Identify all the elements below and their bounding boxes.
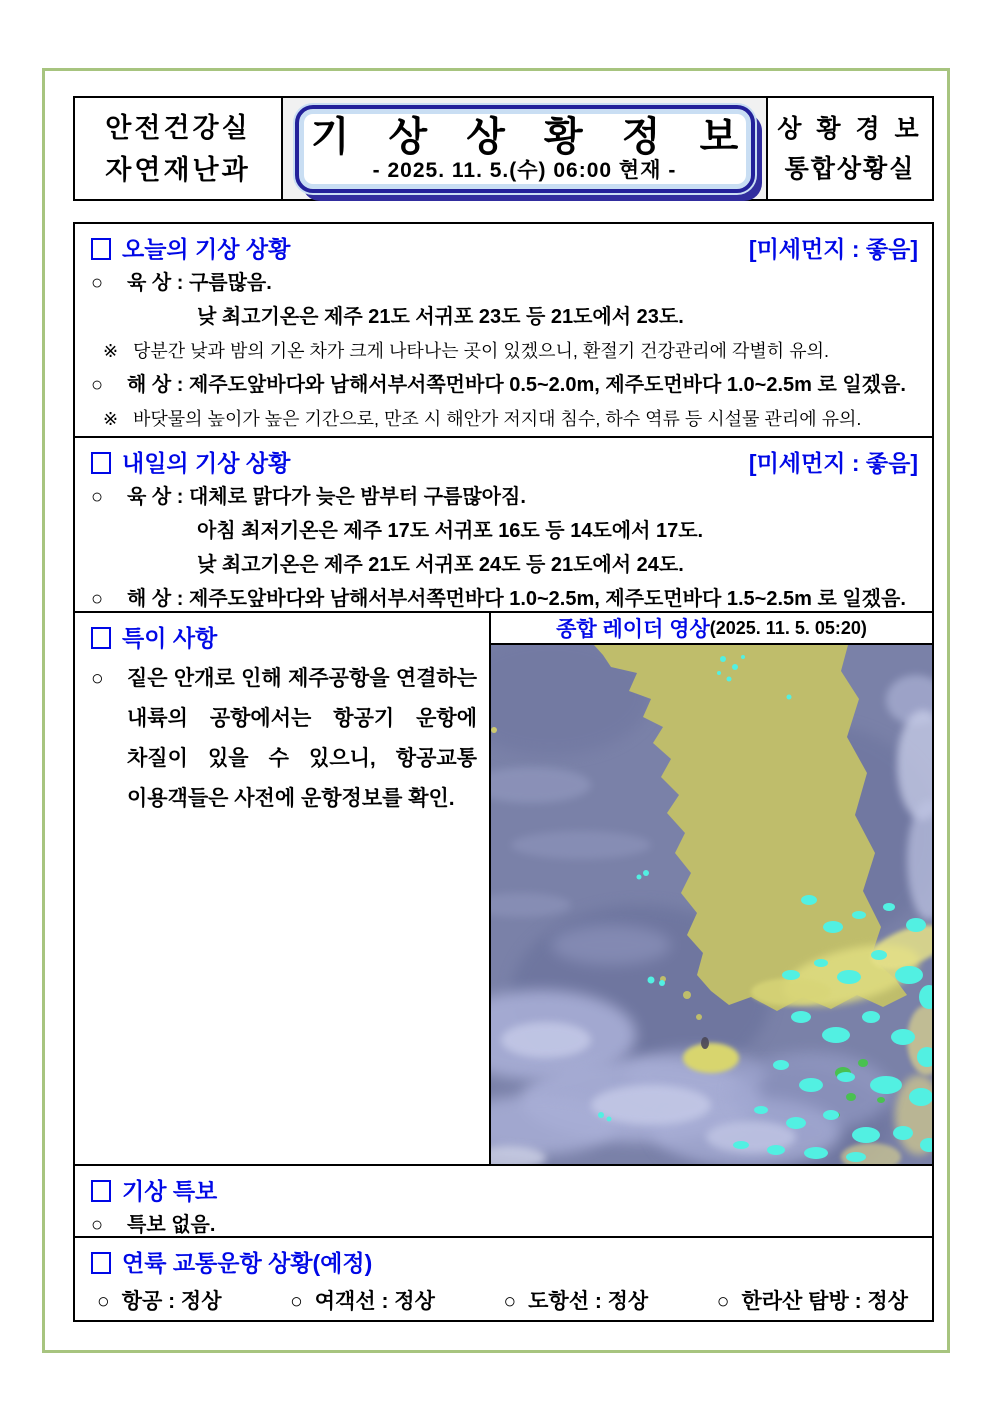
traffic-item-air [97, 1284, 222, 1320]
circle-bullet: ○ [91, 1214, 104, 1236]
forecast-line [91, 266, 922, 300]
circle-bullet: ○ [503, 1290, 517, 1313]
traffic-item-hallasan [717, 1284, 908, 1320]
forecast-line [91, 514, 922, 548]
traffic-item-text: 항공 : 정상 [121, 1290, 222, 1313]
square-bullet-icon [91, 1252, 111, 1274]
forecast-text: 육 상 : 구름많음. [127, 272, 272, 294]
title-cell [283, 98, 768, 199]
fine-dust-badge-today: [미세먼지 : 좋음] [748, 236, 918, 262]
office-cell [768, 98, 932, 199]
office-line-1: 상 황 경 보 [777, 114, 923, 143]
circle-bullet: ○ [716, 1290, 730, 1313]
square-bullet-icon [91, 627, 111, 649]
forecast-text: 육 상 : 대체로 맑다가 늦은 밤부터 구름많아짐. [127, 486, 526, 508]
report-body [73, 222, 934, 1322]
report-header [73, 96, 934, 201]
office-line-2: 통합상황실 [784, 154, 916, 183]
title-box [295, 105, 755, 193]
forecast-note-line [91, 334, 922, 368]
forecast-line [91, 300, 922, 334]
forecast-note-line [91, 402, 922, 436]
asterisk-bullet: ※ [103, 341, 119, 361]
square-bullet-icon [91, 238, 111, 260]
square-bullet-icon [91, 452, 111, 474]
circle-bullet: ○ [91, 486, 104, 508]
warning-line [91, 1208, 922, 1242]
section-warning [75, 1166, 932, 1238]
forecast-text: 해 상 : 제주도앞바다와 남해서부서쪽먼바다 0.5~2.0m, 제주도먼바다 1.0~2.5m 로 일겠음. [127, 374, 906, 396]
forecast-text: 낮 최고기온은 제주 21도 서귀포 24도 등 21도에서 24도. [197, 554, 684, 576]
section-tomorrow [75, 438, 932, 613]
circle-bullet: ○ [290, 1290, 303, 1313]
circle-bullet: ○ [91, 667, 104, 690]
section-today-title: 오늘의 기상 상황 [122, 236, 291, 262]
no-bullet [91, 300, 127, 334]
section-special-and-radar [75, 613, 932, 1166]
traffic-item-text: 도항선 : 정상 [528, 1290, 649, 1313]
section-warning-header [91, 1174, 922, 1208]
section-special-title: 특이 사항 [122, 625, 218, 651]
section-traffic-header [91, 1246, 922, 1280]
circle-bullet: ○ [97, 1290, 110, 1313]
section-traffic [75, 1238, 932, 1320]
department-cell [75, 98, 283, 199]
traffic-item-island-ferry [503, 1284, 648, 1320]
warning-text: 특보 없음. [127, 1214, 216, 1236]
radar-panel [491, 613, 932, 1164]
radar-title-bar [491, 613, 932, 645]
circle-bullet: ○ [91, 272, 104, 294]
no-bullet [91, 514, 127, 548]
forecast-line [91, 582, 922, 616]
circle-bullet: ○ [91, 374, 104, 396]
square-bullet-icon [91, 1180, 111, 1202]
radar-image [491, 645, 932, 1164]
report-title: 기 상 상 황 정 보 [310, 114, 753, 159]
fine-dust-badge-tomorrow: [미세먼지 : 좋음] [748, 450, 918, 476]
section-tomorrow-title: 내일의 기상 상황 [122, 450, 291, 476]
forecast-text: 낮 최고기온은 제주 21도 서귀포 23도 등 21도에서 23도. [197, 306, 684, 328]
forecast-line [91, 368, 922, 402]
special-paragraph [91, 659, 477, 819]
asterisk-bullet: ※ [103, 409, 119, 429]
traffic-item-text: 여객선 : 정상 [314, 1290, 435, 1313]
traffic-item-ferry [290, 1284, 435, 1320]
section-tomorrow-header [91, 446, 922, 480]
section-today [75, 224, 932, 438]
forecast-line [91, 548, 922, 582]
forecast-text: 아침 최저기온은 제주 17도 서귀포 16도 등 14도에서 17도. [197, 520, 704, 542]
radar-timestamp: (2025. 11. 5. 05:20) [709, 617, 867, 638]
section-traffic-title: 연륙 교통운항 상황(예정) [122, 1250, 373, 1276]
forecast-text: 해 상 : 제주도앞바다와 남해서부서쪽먼바다 1.0~2.5m, 제주도먼바다 1.5~2.5m 로 일겠음. [127, 588, 906, 610]
section-special-header [91, 621, 477, 655]
section-special [75, 613, 491, 1164]
circle-bullet: ○ [91, 588, 104, 610]
no-bullet [91, 548, 127, 582]
report-datetime: - 2025. 11. 5.(수) 06:00 현재 - [372, 158, 677, 182]
radar-title: 종합 레이더 영상 [556, 618, 710, 641]
traffic-item-text: 한라산 탐방 : 정상 [741, 1290, 908, 1313]
traffic-status-list [91, 1280, 922, 1320]
forecast-line [91, 480, 922, 514]
department-line-2: 자연재난과 [105, 154, 251, 185]
special-text: 짙은 안개로 인해 제주공항을 연결하는 내륙의 공항에서는 항공기 운항에 차질이 있을 수 있으니, 항공교통 이용객들은 사전에 운항정보를 확인. [127, 667, 477, 810]
department-line-1: 안전건강실 [105, 112, 251, 143]
forecast-note-text: 당분간 낮과 밤의 기온 차가 크게 나타나는 곳이 있겠으니, 환절기 건강관리에 각별히 유의. [133, 341, 829, 361]
section-today-header [91, 232, 922, 266]
section-warning-title: 기상 특보 [122, 1178, 218, 1204]
forecast-note-text: 바닷물의 높이가 높은 기간으로, 만조 시 해안가 저지대 침수, 하수 역류 등 시설물 관리에 유의. [133, 409, 862, 429]
